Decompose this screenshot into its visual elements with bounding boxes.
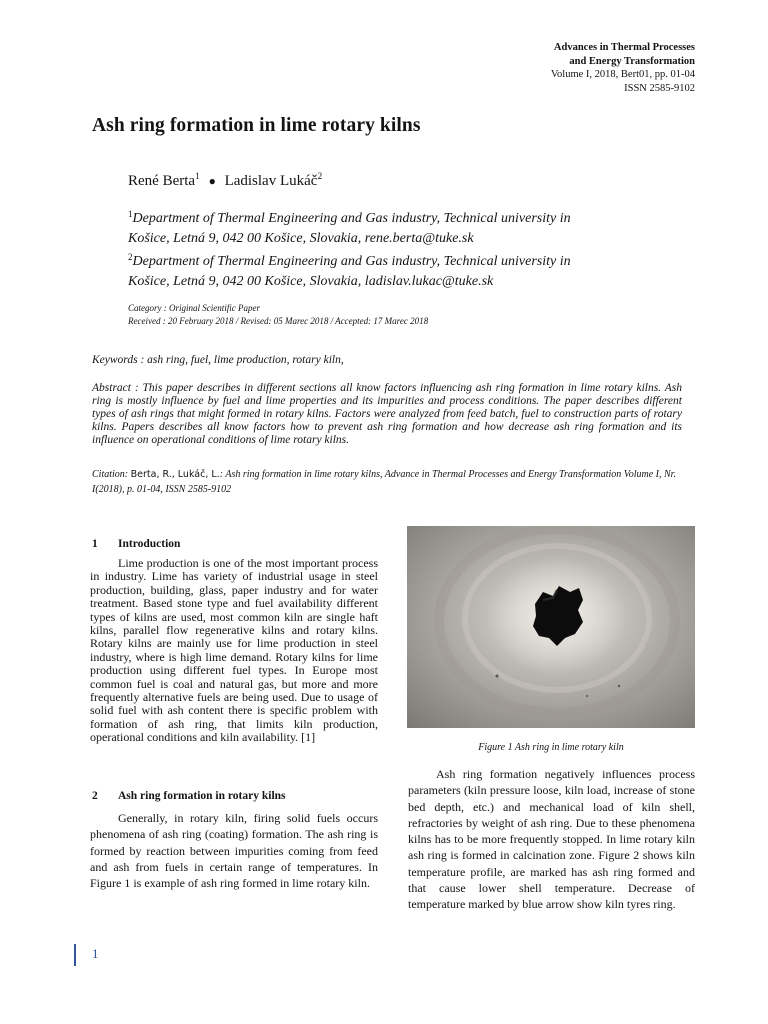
kiln-photo [407, 526, 695, 728]
article-meta [128, 302, 428, 328]
journal-header [551, 41, 695, 95]
affiliation [128, 248, 610, 291]
section-number: 1 [92, 538, 98, 550]
author-name: Ladislav Lukáč [224, 173, 318, 189]
abstract: Abstract : This paper describes in different sections all know factors influencing ash ring formation in lime rotary kilns. Ash ring is mostly influence by fuel and lime properties and its impurities and process conditions. The paper describes different types of ash rings that might formed in rotary kilns. Factors were analyzed from feed batch, fuel to construction parts of rotary kilns. Papers describes all know factors how to prevent ash ring formation and how decrease ash ring formation and its influence on operational conditions of lime rotary kilns. [92, 382, 682, 446]
affiliation-mark: 1 [128, 209, 133, 219]
figure-caption: Figure 1 Ash ring in lime rotary kiln [478, 742, 624, 753]
citation [92, 468, 682, 497]
section-heading [92, 790, 286, 802]
kiln-photo-graphic [407, 526, 695, 728]
article-dates: Received : 20 February 2018 / Revised: 05 Marec 2018 / Accepted: 17 Marec 2018 [128, 316, 429, 326]
paper-title: Ash ring formation in lime rotary kilns [92, 115, 421, 136]
section-title: Ash ring formation in rotary kilns [118, 790, 286, 802]
page-number-bar [74, 944, 76, 966]
volume-info: Volume I, 2018, Bert01, pp. 01-04 [550, 69, 695, 81]
affiliation-mark: 2 [128, 252, 133, 263]
author-affiliation-mark: 2 [317, 172, 323, 182]
section-title: Introduction [118, 538, 181, 550]
citation-text: : Ash ring formation in lime rotary kilns, Advance in Thermal Processes and Energy Transformation Volume I, Nr. I(2018), p. 01-04, ISSN 2585-9102 [92, 469, 676, 495]
affiliation-text: Department of Thermal Engineering and Gas industry, Technical university in Košice, Letná 9, 042 00 Košice, Slovakia, rene.berta@tuke.sk [128, 211, 571, 246]
keywords: Keywords : ash ring, fuel, lime production, rotary kiln, [92, 354, 344, 366]
article-category: Category : Original Scientific Paper [128, 303, 260, 313]
journal-name-line2: and Energy Transformation [569, 55, 695, 67]
citation-label: Citation: [92, 469, 131, 480]
author-separator: ● [208, 174, 216, 188]
section-heading [92, 538, 180, 550]
author-name: René Berta [128, 173, 196, 189]
affiliations [128, 205, 610, 291]
affiliation-text: Department of Thermal Engineering and Gas industry, Technical university in Košice, Letná 9, 042 00 Košice, Slovakia, ladislav.lukac@tuke.sk [128, 254, 571, 289]
section-number: 2 [92, 790, 98, 802]
author-list [128, 172, 322, 190]
issn: ISSN 2585-9102 [624, 82, 695, 94]
journal-name-line1: Advances in Thermal Processes [553, 42, 695, 53]
section-paragraph: Lime production is one of the most important process in industry. Lime has variety of industrial usage in steel production, building, glass, paper industry and for water treatment. Based stone type and fuel availability different types of kilns are used, most common kiln are single haft kilns, parallel flow regenerative kilns and rotary kilns. Rotary kilns are mainly use for lime production in steel industry, where is high lime demand. Rotary kilns for lime production using different fuel types. In Europe most common fuel is coal and natural gas, but more and more frequently alternative fuels are being used. Due to usage of solid fuel with ash content there is specific problem with formation of ash ring, that limits kiln production, operational conditions and kiln availability. [1] [90, 556, 378, 745]
citation-authors: Berta, R., Lukáč, L. [130, 469, 220, 480]
section-paragraph: Generally, in rotary kiln, firing solid fuels occurs phenomena of ash ring (coating) formation. The ash ring is formed by reaction between impurities coming from feed and ash from fuels in certain range of temperatures. In Figure 1 is example of ash ring formed in lime rotary kiln. [90, 811, 378, 891]
affiliation [128, 205, 610, 248]
right-column-paragraph: Ash ring formation negatively influences process parameters (kiln pressure loose, kiln load, increase of stone bed depth, etc.) and mechanical load of kiln shell, refractories by weight of ash ring. Due to these phenomena kilns has to be more frequently stopped. In lime rotary kiln ash ring is formed in calcination zone. Figure 2 shows kiln temperature profile, are marked has ash ring formed and that cause lower shell temperature. Decrease of temperature marked by blue arrow show kiln tyres ring. [408, 767, 695, 912]
page-number: 1 [92, 946, 99, 961]
author-affiliation-mark: 1 [195, 172, 200, 182]
